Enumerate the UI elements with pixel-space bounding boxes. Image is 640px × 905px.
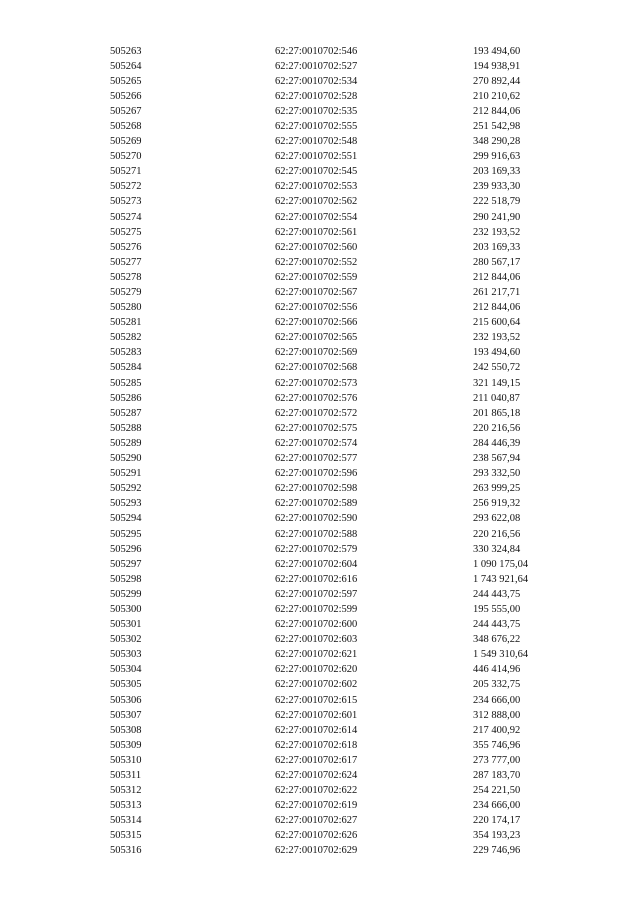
cadastral-number-cell: 62:27:0010702:573 — [275, 377, 358, 389]
row-number-cell: 505294 — [110, 513, 142, 525]
row-number-cell: 505263 — [110, 45, 142, 57]
cadastral-number-cell: 62:27:0010702:604 — [275, 558, 358, 570]
table-row — [0, 104, 640, 119]
table-row — [0, 557, 640, 572]
cadastral-number-cell: 62:27:0010702:589 — [275, 498, 358, 510]
table-row — [0, 285, 640, 300]
table-row — [0, 345, 640, 360]
cadastral-value-cell: 215 600,64 — [473, 317, 521, 329]
cadastral-number-cell: 62:27:0010702:601 — [275, 709, 358, 721]
cadastral-number-cell: 62:27:0010702:534 — [275, 75, 358, 87]
cadastral-number-cell: 62:27:0010702:622 — [275, 785, 358, 797]
row-number-cell: 505279 — [110, 287, 142, 298]
row-number-cell: 505307 — [110, 709, 142, 721]
row-number-cell: 505301 — [110, 619, 142, 631]
cadastral-value-cell: 229 746,96 — [473, 845, 521, 857]
cadastral-number-cell: 62:27:0010702:617 — [275, 754, 358, 766]
cadastral-value-cell: 355 746,96 — [473, 739, 521, 751]
row-number-cell: 505265 — [110, 75, 142, 87]
cadastral-number-cell: 62:27:0010702:535 — [275, 105, 358, 117]
cadastral-value-cell: 244 443,75 — [473, 619, 521, 631]
table-row — [0, 194, 640, 209]
cadastral-number-cell: 62:27:0010702:559 — [275, 271, 358, 283]
table-row — [0, 677, 640, 692]
table-row — [0, 119, 640, 134]
cadastral-value-cell: 212 844,06 — [473, 271, 521, 283]
cadastral-value-cell: 217 400,92 — [473, 724, 521, 736]
cadastral-number-cell: 62:27:0010702:577 — [275, 453, 358, 465]
cadastral-value-cell: 222 518,79 — [473, 196, 521, 208]
row-number-cell: 505282 — [110, 332, 142, 344]
cadastral-number-cell: 62:27:0010702:616 — [275, 573, 358, 585]
cadastral-value-cell: 348 290,28 — [473, 136, 521, 148]
cadastral-value-cell: 193 494,60 — [473, 45, 521, 57]
table-row — [0, 828, 640, 843]
cadastral-value-cell: 244 443,75 — [473, 588, 521, 600]
row-number-cell: 505304 — [110, 664, 142, 676]
table-row — [0, 542, 640, 557]
row-number-cell: 505286 — [110, 392, 142, 404]
table-row — [0, 647, 640, 662]
row-number-cell: 505266 — [110, 90, 142, 102]
cadastral-number-cell: 62:27:0010702:599 — [275, 603, 358, 615]
cadastral-value-cell: 220 216,56 — [473, 528, 521, 540]
table-row — [0, 406, 640, 421]
cadastral-number-cell: 62:27:0010702:602 — [275, 679, 358, 691]
cadastral-number-cell: 62:27:0010702:618 — [275, 739, 358, 751]
table-row — [0, 843, 640, 858]
row-number-cell: 505271 — [110, 166, 142, 178]
row-number-cell: 505292 — [110, 483, 142, 495]
cadastral-number-cell: 62:27:0010702:567 — [275, 287, 358, 298]
cadastral-number-cell: 62:27:0010702:614 — [275, 724, 358, 736]
row-number-cell: 505303 — [110, 649, 142, 661]
row-number-cell: 505283 — [110, 347, 142, 359]
row-number-cell: 505272 — [110, 181, 142, 193]
cadastral-number-cell: 62:27:0010702:629 — [275, 845, 358, 857]
row-number-cell: 505311 — [110, 770, 142, 781]
cadastral-number-cell: 62:27:0010702:626 — [275, 830, 358, 842]
row-number-cell: 505298 — [110, 573, 142, 585]
cadastral-number-cell: 62:27:0010702:627 — [275, 815, 358, 827]
cadastral-number-cell: 62:27:0010702:560 — [275, 241, 358, 253]
table-row — [0, 768, 640, 783]
row-number-cell: 505264 — [110, 60, 142, 72]
cadastral-value-cell: 330 324,84 — [473, 543, 521, 555]
cadastral-value-cell: 203 169,33 — [473, 166, 521, 178]
table-row — [0, 572, 640, 587]
cadastral-value-cell: 212 844,06 — [473, 302, 521, 314]
cadastral-value-cell: 1 090 175,04 — [473, 558, 529, 570]
row-number-cell: 505312 — [110, 785, 142, 797]
cadastral-value-cell: 1 743 921,64 — [473, 573, 529, 585]
cadastral-value-cell: 273 777,00 — [473, 754, 521, 766]
row-number-cell: 505288 — [110, 422, 142, 434]
cadastral-value-cell: 263 999,25 — [473, 483, 521, 495]
cadastral-number-cell: 62:27:0010702:566 — [275, 317, 358, 329]
row-number-cell: 505270 — [110, 151, 142, 163]
cadastral-number-cell: 62:27:0010702:576 — [275, 392, 358, 404]
row-number-cell: 505295 — [110, 528, 142, 540]
table-row — [0, 798, 640, 813]
table-row — [0, 481, 640, 496]
table-row — [0, 466, 640, 481]
table-row — [0, 270, 640, 285]
cadastral-value-cell: 446 414,96 — [473, 664, 521, 676]
table-row — [0, 300, 640, 315]
row-number-cell: 505299 — [110, 588, 142, 600]
cadastral-value-cell: 254 221,50 — [473, 785, 521, 797]
cadastral-number-cell: 62:27:0010702:568 — [275, 362, 358, 374]
table-row — [0, 662, 640, 677]
cadastral-number-cell: 62:27:0010702:598 — [275, 483, 358, 495]
table-row — [0, 164, 640, 179]
cadastral-value-cell: 287 183,70 — [473, 770, 521, 781]
cadastral-value-cell: 290 241,90 — [473, 211, 521, 223]
table-row — [0, 813, 640, 828]
table-row — [0, 315, 640, 330]
row-number-cell: 505273 — [110, 196, 142, 208]
cadastral-number-cell: 62:27:0010702:569 — [275, 347, 358, 359]
row-number-cell: 505310 — [110, 754, 142, 766]
cadastral-value-cell: 354 193,23 — [473, 830, 521, 842]
row-number-cell: 505306 — [110, 694, 142, 706]
cadastral-number-cell: 62:27:0010702:574 — [275, 437, 358, 449]
row-number-cell: 505268 — [110, 120, 142, 132]
table-row — [0, 74, 640, 89]
cadastral-value-cell: 239 933,30 — [473, 181, 521, 193]
table-row — [0, 693, 640, 708]
table-row — [0, 240, 640, 255]
table-row — [0, 44, 640, 59]
cadastral-number-cell: 62:27:0010702:621 — [275, 649, 358, 661]
row-number-cell: 505275 — [110, 226, 142, 238]
row-number-cell: 505291 — [110, 468, 142, 480]
row-number-cell: 505285 — [110, 377, 142, 389]
table-row — [0, 527, 640, 542]
row-number-cell: 505305 — [110, 679, 142, 691]
cadastral-value-cell: 270 892,44 — [473, 75, 521, 87]
cadastral-number-cell: 62:27:0010702:548 — [275, 136, 358, 148]
cadastral-value-cell: 212 844,06 — [473, 105, 521, 117]
cadastral-value-cell: 280 567,17 — [473, 256, 521, 268]
cadastral-value-cell: 284 446,39 — [473, 437, 521, 449]
cadastral-value-cell: 348 676,22 — [473, 634, 521, 646]
cadastral-number-cell: 62:27:0010702:575 — [275, 422, 358, 434]
table-row — [0, 134, 640, 149]
table-row — [0, 738, 640, 753]
cadastral-number-cell: 62:27:0010702:620 — [275, 664, 358, 676]
cadastral-number-cell: 62:27:0010702:603 — [275, 634, 358, 646]
table-row — [0, 391, 640, 406]
table-row — [0, 783, 640, 798]
cadastral-number-cell: 62:27:0010702:562 — [275, 196, 358, 208]
cadastral-value-cell: 261 217,71 — [473, 287, 521, 298]
row-number-cell: 505309 — [110, 739, 142, 751]
cadastral-number-cell: 62:27:0010702:545 — [275, 166, 358, 178]
cadastral-value-cell: 1 549 310,64 — [473, 649, 529, 661]
cadastral-value-cell: 201 865,18 — [473, 407, 521, 419]
cadastral-value-cell: 232 193,52 — [473, 226, 521, 238]
cadastral-number-cell: 62:27:0010702:565 — [275, 332, 358, 344]
cadastral-number-cell: 62:27:0010702:624 — [275, 770, 358, 781]
cadastral-number-cell: 62:27:0010702:572 — [275, 407, 358, 419]
cadastral-value-cell: 193 494,60 — [473, 347, 521, 359]
cadastral-number-cell: 62:27:0010702:600 — [275, 619, 358, 631]
table-row — [0, 753, 640, 768]
cadastral-number-cell: 62:27:0010702:597 — [275, 588, 358, 600]
cadastral-value-cell: 211 040,87 — [473, 392, 520, 404]
cadastral-number-cell: 62:27:0010702:527 — [275, 60, 358, 72]
cadastral-number-cell: 62:27:0010702:551 — [275, 151, 358, 163]
table-row — [0, 511, 640, 526]
cadastral-value-cell: 238 567,94 — [473, 453, 521, 465]
cadastral-value-cell: 220 174,17 — [473, 815, 521, 827]
cadastral-number-cell: 62:27:0010702:615 — [275, 694, 358, 706]
row-number-cell: 505287 — [110, 407, 142, 419]
table-row — [0, 723, 640, 738]
cadastral-value-cell: 312 888,00 — [473, 709, 521, 721]
row-number-cell: 505276 — [110, 241, 142, 253]
cadastral-number-cell: 62:27:0010702:554 — [275, 211, 358, 223]
cadastral-value-cell: 234 666,00 — [473, 800, 521, 812]
cadastral-number-cell: 62:27:0010702:561 — [275, 226, 358, 238]
cadastral-value-cell: 256 919,32 — [473, 498, 521, 510]
row-number-cell: 505274 — [110, 211, 142, 223]
row-number-cell: 505290 — [110, 453, 142, 465]
table-row — [0, 496, 640, 511]
cadastral-value-cell: 293 332,50 — [473, 468, 521, 480]
table-row — [0, 376, 640, 391]
table-row — [0, 360, 640, 375]
cadastral-number-cell: 62:27:0010702:556 — [275, 302, 358, 314]
table-row — [0, 632, 640, 647]
row-number-cell: 505302 — [110, 634, 142, 646]
row-number-cell: 505293 — [110, 498, 142, 510]
table-row — [0, 179, 640, 194]
row-number-cell: 505289 — [110, 437, 142, 449]
row-number-cell: 505267 — [110, 105, 142, 117]
cadastral-value-cell: 293 622,08 — [473, 513, 521, 525]
table-row — [0, 436, 640, 451]
table-row — [0, 451, 640, 466]
row-number-cell: 505277 — [110, 256, 142, 268]
table-row — [0, 225, 640, 240]
cadastral-number-cell: 62:27:0010702:528 — [275, 90, 358, 102]
cadastral-value-cell: 210 210,62 — [473, 90, 521, 102]
row-number-cell: 505269 — [110, 136, 142, 148]
table-row — [0, 255, 640, 270]
table-row — [0, 330, 640, 345]
table-row — [0, 602, 640, 617]
cadastral-number-cell: 62:27:0010702:619 — [275, 800, 358, 812]
cadastral-value-cell: 232 193,52 — [473, 332, 521, 344]
cadastral-value-cell: 321 149,15 — [473, 377, 521, 389]
cadastral-number-cell: 62:27:0010702:546 — [275, 45, 358, 57]
cadastral-number-cell: 62:27:0010702:555 — [275, 120, 358, 132]
cadastral-value-cell: 234 666,00 — [473, 694, 521, 706]
table-row — [0, 587, 640, 602]
cadastral-value-cell: 242 550,72 — [473, 362, 521, 374]
cadastral-value-cell: 299 916,63 — [473, 151, 521, 163]
row-number-cell: 505315 — [110, 830, 142, 842]
row-number-cell: 505308 — [110, 724, 142, 736]
row-number-cell: 505313 — [110, 800, 142, 812]
cadastral-value-cell: 251 542,98 — [473, 120, 521, 132]
row-number-cell: 505296 — [110, 543, 142, 555]
cadastral-value-cell: 203 169,33 — [473, 241, 521, 253]
row-number-cell: 505284 — [110, 362, 142, 374]
cadastral-number-cell: 62:27:0010702:579 — [275, 543, 358, 555]
cadastral-value-cell: 205 332,75 — [473, 679, 521, 691]
table-row — [0, 149, 640, 164]
cadastral-value-cell: 195 555,00 — [473, 603, 521, 615]
cadastral-value-cell: 220 216,56 — [473, 422, 521, 434]
row-number-cell: 505278 — [110, 271, 142, 283]
cadastral-value-table — [0, 44, 640, 859]
row-number-cell: 505297 — [110, 558, 142, 570]
table-row — [0, 210, 640, 225]
table-row — [0, 421, 640, 436]
row-number-cell: 505300 — [110, 603, 142, 615]
cadastral-number-cell: 62:27:0010702:553 — [275, 181, 358, 193]
cadastral-number-cell: 62:27:0010702:590 — [275, 513, 358, 525]
table-row — [0, 59, 640, 74]
cadastral-value-cell: 194 938,91 — [473, 60, 521, 72]
row-number-cell: 505316 — [110, 845, 142, 857]
row-number-cell: 505281 — [110, 317, 142, 329]
cadastral-number-cell: 62:27:0010702:588 — [275, 528, 358, 540]
row-number-cell: 505280 — [110, 302, 142, 314]
table-row — [0, 708, 640, 723]
cadastral-number-cell: 62:27:0010702:596 — [275, 468, 358, 480]
cadastral-number-cell: 62:27:0010702:552 — [275, 256, 358, 268]
row-number-cell: 505314 — [110, 815, 142, 827]
table-row — [0, 617, 640, 632]
table-row — [0, 89, 640, 104]
